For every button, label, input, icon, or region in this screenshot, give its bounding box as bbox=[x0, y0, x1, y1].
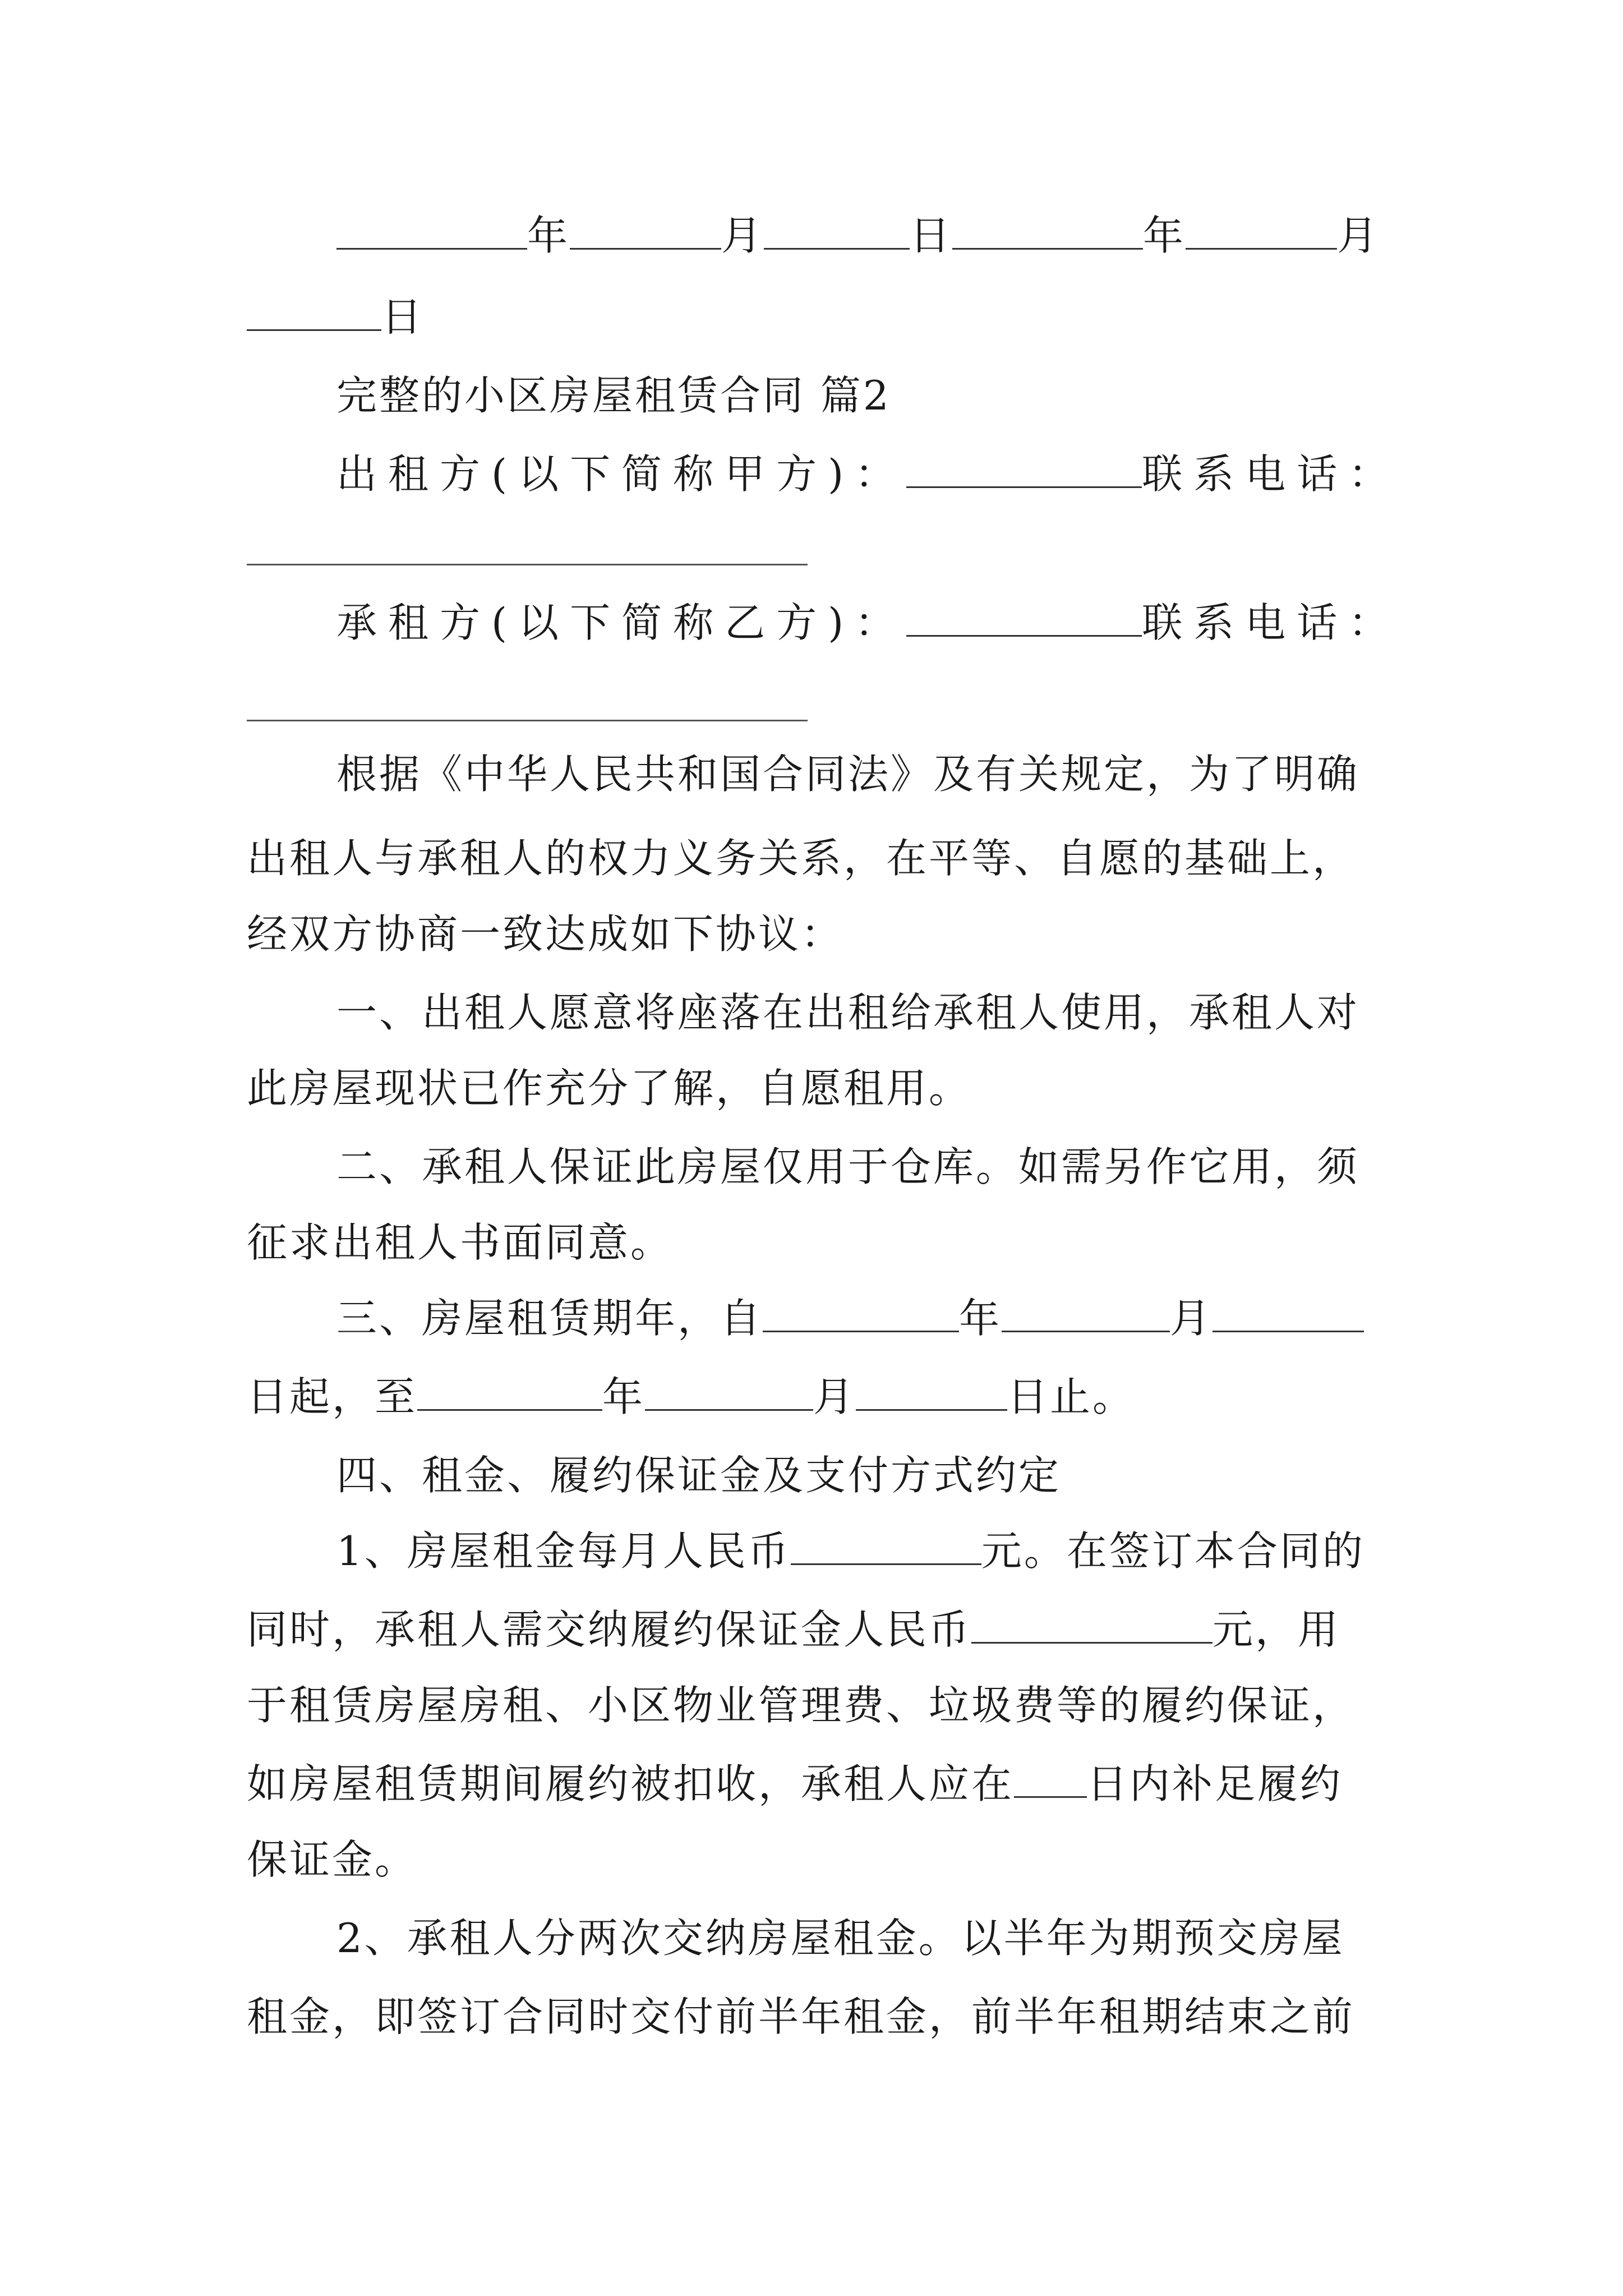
item-1-line bbox=[247, 1756, 1391, 1812]
blank-field[interactable] bbox=[952, 214, 1143, 250]
year-label: 年 bbox=[602, 1373, 645, 1420]
month-label: 月 bbox=[1337, 212, 1380, 259]
clause-3-text: 日起，至 bbox=[247, 1373, 418, 1420]
lessee-label: 承租方(以下简称乙方)： bbox=[336, 599, 907, 646]
clause-1-line: 此房屋现状已作充分了解，自愿租用。 bbox=[247, 1065, 972, 1112]
year-label: 年 bbox=[527, 212, 570, 259]
day-label: 日 bbox=[381, 293, 425, 341]
item-1-text: 元，用 bbox=[1212, 1606, 1341, 1653]
preamble-line: 根据《中华人民共和国合同法》及有关规定，为了明确 bbox=[336, 751, 1360, 798]
year-label: 年 bbox=[959, 1295, 1002, 1342]
blank-field[interactable] bbox=[764, 214, 910, 250]
blank-field[interactable] bbox=[1002, 1297, 1170, 1332]
lessor-label: 出租方(以下简称甲方)： bbox=[336, 450, 907, 498]
section-title: 完整的小区房屋租赁合同 篇2 bbox=[336, 372, 891, 419]
clause-1-line: 一、出租人愿意将座落在出租给承租人使用，承租人对 bbox=[336, 989, 1360, 1036]
blank-field[interactable] bbox=[1212, 1297, 1364, 1332]
clause-2-line: 二、承租人保证此房屋仅用于仓库。如需另作它用，须 bbox=[336, 1143, 1360, 1190]
lessee-phone-field[interactable] bbox=[247, 720, 808, 721]
item-2-line: 租金，即签订合同时交付前半年租金，前半年租期结束之前 bbox=[247, 1993, 1355, 2040]
deposit-field[interactable] bbox=[971, 1608, 1212, 1644]
day-label: 日 bbox=[910, 212, 953, 259]
date-line-2 bbox=[247, 289, 1391, 345]
clause-2-line: 征求出租人书面同意。 bbox=[247, 1219, 674, 1266]
lessee-line bbox=[336, 595, 1400, 651]
item-1-text: 日内补足履约 bbox=[1087, 1760, 1343, 1807]
lessee-name-field[interactable] bbox=[906, 601, 1142, 637]
blank-field[interactable] bbox=[336, 214, 527, 250]
lessee-phone-label: 联系电话： bbox=[1142, 599, 1400, 646]
preamble-line: 经双方协商一致达成如下协议： bbox=[247, 910, 844, 958]
blank-field[interactable] bbox=[570, 214, 721, 250]
blank-field[interactable] bbox=[645, 1375, 813, 1411]
preamble-line: 出租人与承租人的权力义务关系，在平等、自愿的基础上， bbox=[247, 835, 1355, 882]
clause-3-text: 日止。 bbox=[1007, 1373, 1136, 1420]
lessor-name-field[interactable] bbox=[906, 453, 1142, 488]
lessor-line bbox=[336, 446, 1400, 502]
clause-4-title: 四、租金、履约保证金及支付方式约定 bbox=[336, 1452, 1062, 1499]
monthly-rent-field[interactable] bbox=[791, 1530, 981, 1565]
item-1-text: 1、房屋租金每月人民币 bbox=[336, 1527, 791, 1575]
item-2-line: 2、承租人分两次交纳房屋租金。以半年为期预交房屋 bbox=[336, 1915, 1345, 1962]
blank-field[interactable] bbox=[763, 1297, 959, 1332]
item-1-text: 元。在签订本合同的 bbox=[981, 1527, 1365, 1575]
blank-field[interactable] bbox=[417, 1375, 602, 1411]
days-field[interactable] bbox=[1014, 1763, 1087, 1798]
blank-field[interactable] bbox=[1186, 214, 1337, 250]
lessor-phone-label: 联系电话： bbox=[1142, 450, 1400, 498]
item-1-line bbox=[336, 1523, 1391, 1579]
clause-3-line bbox=[336, 1290, 1391, 1346]
month-label: 月 bbox=[813, 1373, 856, 1420]
blank-field[interactable] bbox=[247, 296, 381, 331]
item-1-text: 同时，承租人需交纳履约保证金人民币 bbox=[247, 1606, 972, 1653]
date-line-1 bbox=[336, 208, 1481, 264]
blank-field[interactable] bbox=[856, 1375, 1007, 1411]
item-1-line: 于租赁房屋房租、小区物业管理费、垃圾费等的履约保证， bbox=[247, 1682, 1355, 1729]
item-1-line: 保证金。 bbox=[247, 1836, 418, 1883]
item-1-line bbox=[247, 1602, 1391, 1658]
clause-3-line bbox=[247, 1369, 1391, 1425]
item-1-text: 如房屋租赁期间履约被扣收，承租人应在 bbox=[247, 1760, 1015, 1807]
clause-3-text: 三、房屋租赁期年，自 bbox=[336, 1295, 763, 1342]
lessor-phone-field[interactable] bbox=[247, 564, 808, 565]
month-label: 月 bbox=[1170, 1295, 1213, 1342]
year-label: 年 bbox=[1143, 212, 1186, 259]
month-label: 月 bbox=[721, 212, 764, 259]
